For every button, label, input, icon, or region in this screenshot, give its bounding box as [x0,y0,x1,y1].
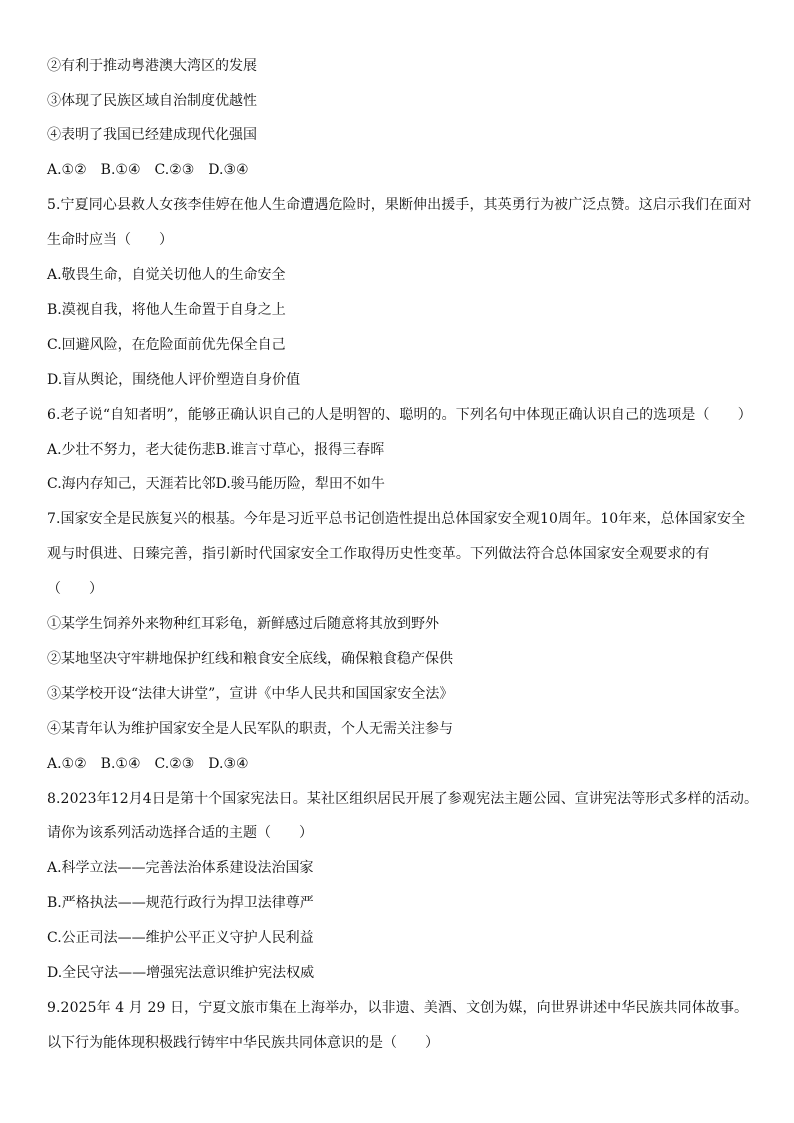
question-7-bracket: （ ） [47,581,103,597]
question-8-stem: 8.2023年12月4日是第十个国家宪法日。某社区组织居民开展了参观宪法主题公园、宣讲宪法等形式多样的活动。 [47,791,759,807]
question-7-item-3: ③某学校开设“法律大讲堂”，宣讲《中华人民共和国国家安全法》 [47,686,454,702]
question-8-option-a: A.科学立法——完善法治体系建设法治国家 [47,860,314,876]
question-5-stem-cont: 生命时应当（ ） [47,232,173,248]
question-5-option-a: A.敬畏生命，自觉关切他人的生命安全 [47,267,286,283]
option-2-line: ②有利于推动粤港澳大湾区的发展 [47,58,257,74]
question-5-option-b: B.漠视自我，将他人生命置于自身之上 [47,302,286,318]
question-8-stem-cont: 请你为该系列活动选择合适的主题（ ） [47,825,313,841]
question-6-stem: 6.老子说“自知者明”，能够正确认识自己的人是明智的、聪明的。下列名句中体现正确认识自己的选项是（ ） [47,407,752,423]
question-7-stem: 7.国家安全是民族复兴的根基。今年是习近平总书记创造性提出总体国家安全观10周年。10年来，总体国家安全 [47,511,746,527]
question-5-stem: 5.宁夏同心县救人女孩李佳婷在他人生命遭遇危险时，果断伸出援手，其英勇行为被广泛点赞。这启示我们在面对 [47,197,752,213]
question-7-item-2: ②某地坚决守牢耕地保护红线和粮食安全底线，确保粮食稳产保供 [47,651,453,667]
option-4-line: ④表明了我国已经建成现代化强国 [47,127,257,143]
question-8-option-b: B.严格执法——规范行政行为捍卫法律尊严 [47,895,314,911]
answer-choices-q7: A.①② B.①④ C.②③ D.③④ [47,756,249,772]
question-8-option-d: D.全民守法——增强宪法意识维护宪法权威 [47,965,315,981]
question-7-item-4: ④某青年认为维护国家安全是人民军队的职责，个人无需关注参与 [47,721,453,737]
question-5-option-c: C.回避风险，在危险面前优先保全自己 [47,337,286,353]
question-8-option-c: C.公正司法——维护公平正义守护人民利益 [47,930,314,946]
question-6-options-cd: C.海内存知己，天涯若比邻D.骏马能历险，犁田不如牛 [47,476,385,492]
question-7-stem-cont: 观与时俱进、日臻完善，指引新时代国家安全工作取得历史性变革。下列做法符合总体国家安全观要求的有 [47,546,710,562]
answer-choices-q4: A.①② B.①④ C.②③ D.③④ [47,162,249,178]
question-5-option-d: D.盲从舆论，围绕他人评价塑造自身价值 [47,372,301,388]
question-7-item-1: ①某学生饲养外来物种红耳彩龟，新鲜感过后随意将其放到野外 [47,616,439,632]
question-9-stem-cont: 以下行为能体现积极践行铸牢中华民族共同体意识的是（ ） [47,1035,439,1051]
question-6-options-ab: A.少壮不努力，老大徒伤悲B.谁言寸草心，报得三春晖 [47,442,385,458]
question-9-stem: 9.2025年 4 月 29 日，宁夏文旅市集在上海举办，以非遗、美酒、文创为媒，向世界讲述中华民族共同体故事。 [47,1000,749,1016]
option-3-line: ③体现了民族区域自治制度优越性 [47,93,257,109]
